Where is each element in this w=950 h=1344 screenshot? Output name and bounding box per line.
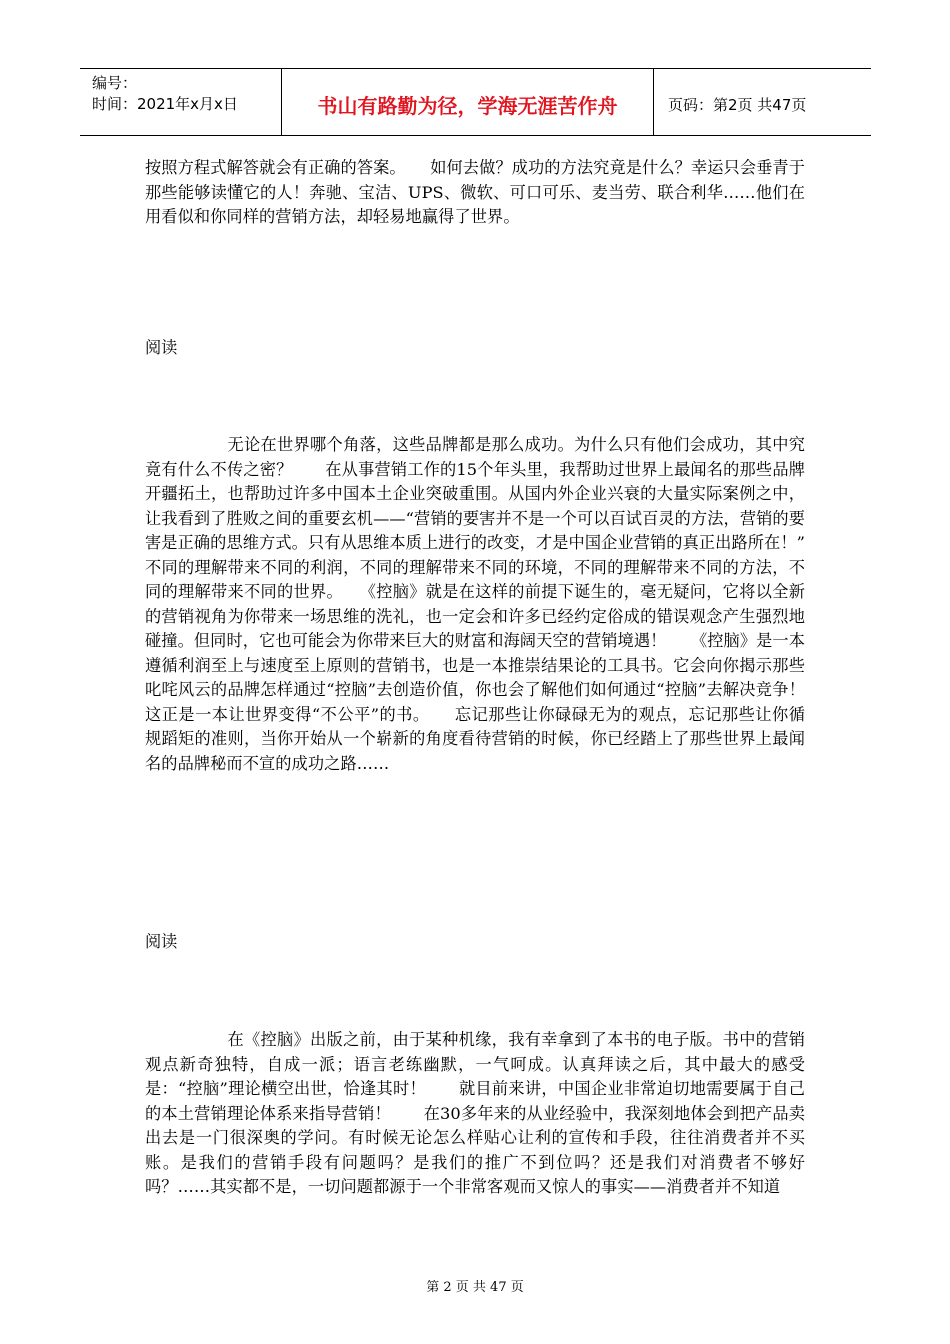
document-body-2 xyxy=(145,433,838,776)
document-body xyxy=(145,156,805,230)
page-info-cell xyxy=(654,69,871,135)
document-body-3 xyxy=(145,1028,805,1200)
page-footer: 第 2 页 共 47 页 xyxy=(426,1280,524,1295)
motto-cell xyxy=(282,69,654,135)
section-label-read-1: 阅读 xyxy=(145,338,178,357)
paragraph-intro: 按照方程式解答就会有正确的答案。 如何去做？成功的方法究竟是什么？幸运只会垂青于那些能够读懂它的人！奔驰、宝洁、UPS、微软、可口可乐、麦当劳、联合利华……他们在用看似和你同样的营销方法，却轻易地赢得了世界。 xyxy=(145,158,805,226)
motto-text: 书山有路勤为径，学海无涯苦作舟 xyxy=(317,93,618,118)
section-label-read-2: 阅读 xyxy=(145,932,178,951)
header-meta-cell xyxy=(80,69,282,135)
paragraph-review: 在《控脑》出版之前，由于某种机缘，我有幸拿到了本书的电子版。书中的营销观点新奇独特，自成一派；语言老练幽默，一气呵成。认真拜读之后，其中最大的感受是：“控脑”理论横空出世，恰逢其时！ 就目前来讲，中国企业非常迫切地需要属于自己的本土营销理论体系来指导营销！ 在30多年来的从业经验中，我深刻地体会到把产品卖出去是一门很深奥的学问。有时候无论怎么样贴心让利的宣传和手段，往往消费者并不买账。是我们的营销手段有问题吗？是我们的推广不到位吗？还是我们对消费者不够好吗？……其实都不是，一切问题都源于一个非常客观而又惊人的事实——消费者并不知道 xyxy=(145,1030,805,1196)
number-label: 编号： xyxy=(92,74,138,92)
paragraph-brands: 无论在世界哪个角落，这些品牌都是那么成功。为什么只有他们会成功，其中究竟有什么不传之密？ 在从事营销工作的15个年头里，我帮助过世界上最闻名的那些品牌开疆拓土，也帮助过许多中国本土企业突破重围。从国内外企业兴衰的大量实际案例之中，让我看到了胜败之间的重要玄机——“营销的要害并不是一个可以百试百灵的方法，营销的要害是正确的思维方式。只有从思维本质上进行的改变，才是中国企业营销的真正出路所在！” 不同的理解带来不同的利润，不同的理解带来不同的环境，不同的理解带来不同的方法，不同的理解带来不同的世界。 《控脑》就是在这样的前提下诞生的，毫无疑问，它将以全新的营销视角为你带来一场思维的洗礼，也一定会和许多已经约定俗成的错误观念产生强烈地碰撞。但同时，它也可能会为你带来巨大的财富和海阔天空的营销境遇！ 《控脑》是一本遵循利润至上与速度至上原则的营销书，也是一本推崇结果论的工具书。它会向你揭示那些叱咤风云的品牌怎样通过“控脑”去创造价值，你也会了解他们如何通过“控脑”去解决竞争！ 这正是一本让世界变得“不公平”的书。 忘记那些让你碌碌无为的观点，忘记那些让你循规蹈矩的准则，当你开始从一个崭新的角度看待营销的时候，你已经踏上了那些世界上最闻名的品牌秘而不宣的成功之路…… xyxy=(145,435,838,773)
time-label: 时间：2021年x月x日 xyxy=(92,95,238,113)
header-table xyxy=(80,68,871,136)
page-info-text: 页码：第2页 共47页 xyxy=(668,95,807,114)
